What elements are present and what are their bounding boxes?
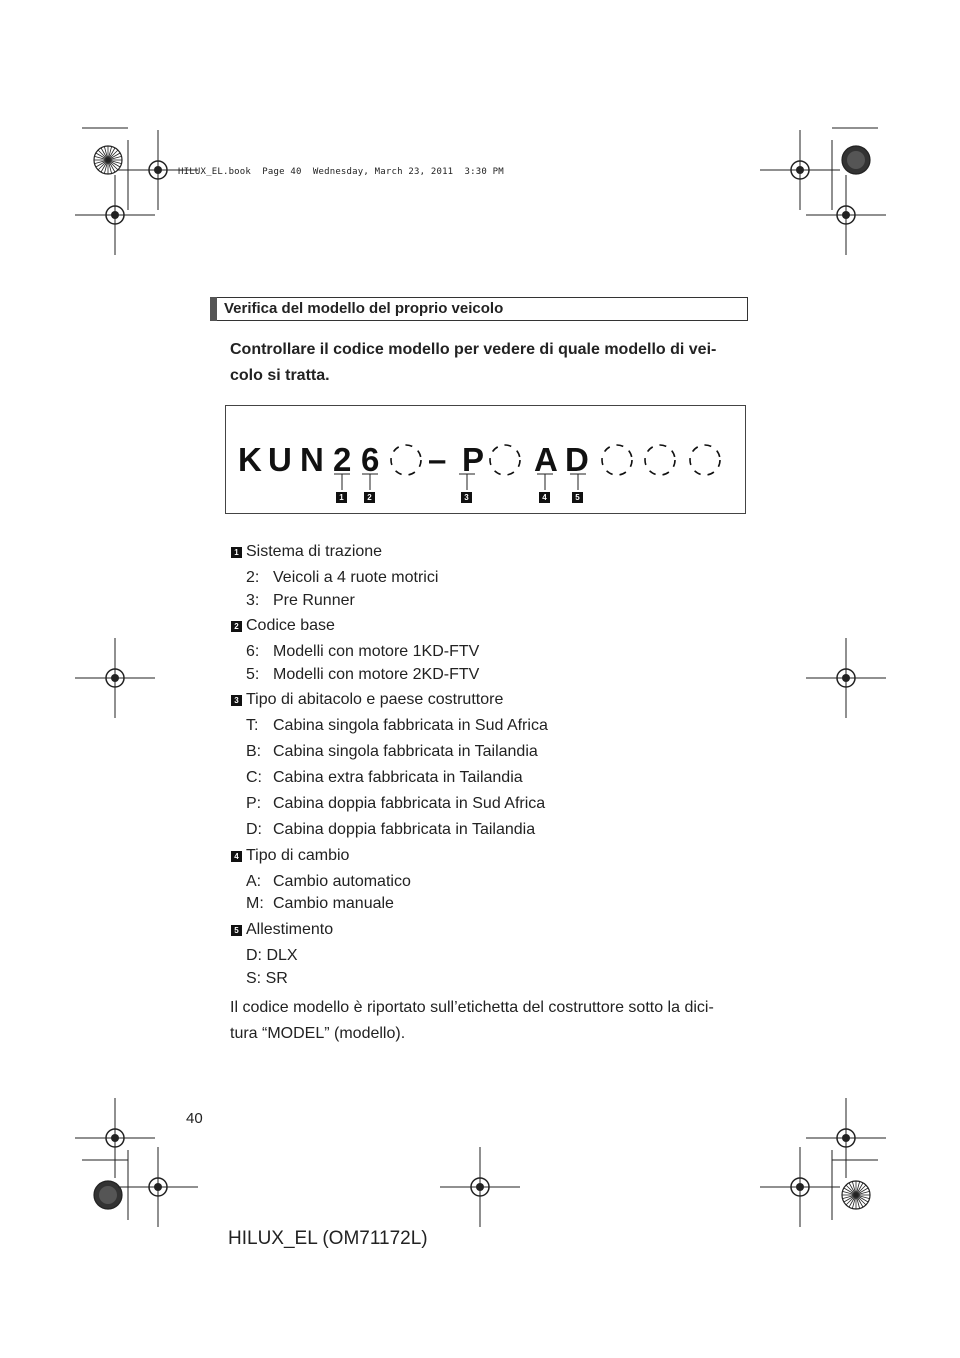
manual-code: HILUX_EL (OM71172L) — [228, 1228, 428, 1249]
footer-paragraph — [230, 995, 750, 1047]
legend-entry — [246, 742, 538, 762]
legend-entry-description: Cabina doppia fabbricata in Tailandia — [273, 821, 536, 838]
legend-item-title: Tipo di abitacolo e paese costruttore — [246, 691, 504, 708]
footer-line-1: Il codice modello è riportato sull’etichetta del costruttore sotto la dici- — [230, 999, 714, 1016]
legend-entry-description: Pre Runner — [273, 592, 355, 609]
diagram-marker-2: 2 — [364, 492, 375, 503]
legend-entry-code: D: — [246, 821, 262, 838]
legend-item-title: Allestimento — [246, 921, 334, 938]
legend-marker-4: 4 — [231, 851, 242, 862]
legend-entry-code: C: — [246, 769, 262, 786]
footer-line-2: tura “MODEL” (modello). — [230, 1025, 406, 1042]
intro-line-2: colo si tratta. — [230, 367, 330, 384]
diagram-marker-1: 1 — [336, 492, 347, 503]
legend-entry-description: Cabina singola fabbricata in Tailandia — [273, 743, 538, 760]
legend-entry — [246, 946, 298, 966]
model-code-char-2: U — [268, 441, 292, 478]
legend-entry-code: P: — [246, 795, 262, 812]
legend-entry-code: 6: — [246, 643, 260, 660]
model-code-char-7: P — [462, 441, 485, 478]
placeholder-circle-5 — [690, 445, 720, 475]
legend-entry — [246, 969, 288, 989]
legend-entry-code: 2: — [246, 569, 260, 586]
model-code-char-8: A — [534, 441, 558, 478]
legend-entry-code: A: — [246, 873, 262, 890]
section-title: Verifica del modello del proprio veicolo — [224, 300, 504, 317]
legend-entry-description: Cabina singola fabbricata in Sud Africa — [273, 717, 548, 734]
legend-entry-description: Veicoli a 4 ruote motrici — [273, 569, 439, 586]
diagram-marker-3: 3 — [461, 492, 472, 503]
model-code-char-4: 2 — [333, 441, 352, 478]
legend-entry — [246, 716, 548, 736]
placeholder-circle-2 — [490, 445, 520, 475]
legend-entry — [246, 820, 535, 840]
intro-line-1: Controllare il codice modello per vedere di quale modello di vei- — [230, 341, 717, 358]
legend-entry — [246, 568, 438, 588]
legend-entry-description: Modelli con motore 1KD-FTV — [273, 643, 480, 660]
placeholder-circle-3 — [602, 445, 632, 475]
legend-entry — [246, 794, 545, 814]
legend-entry — [246, 872, 411, 892]
legend-entry — [246, 665, 479, 685]
model-code-char-9: D — [565, 441, 589, 478]
legend-entry-description: Modelli con motore 2KD-FTV — [273, 666, 480, 683]
legend-entry — [246, 642, 479, 662]
legend-entry — [246, 591, 355, 611]
page-number: 40 — [186, 1110, 203, 1127]
diagram-marker-4: 4 — [539, 492, 550, 503]
legend-entry — [246, 768, 523, 788]
legend-item-title: Codice base — [246, 617, 335, 634]
legend-item-title: Sistema di trazione — [246, 543, 383, 560]
legend-entry-description: D: DLX — [246, 947, 298, 964]
legend-item-title: Tipo di cambio — [246, 847, 350, 864]
legend-entry-code: M: — [246, 895, 264, 912]
legend-marker-1: 1 — [231, 547, 242, 558]
model-code-char-6: – — [428, 441, 447, 478]
model-code-char-1: K — [238, 441, 262, 478]
legend-entry-description: Cambio automatico — [273, 873, 411, 890]
placeholder-circle-1 — [391, 445, 421, 475]
legend-marker-5: 5 — [231, 925, 242, 936]
legend-entry-description: Cambio manuale — [273, 895, 394, 912]
model-code-char-5: 6 — [361, 441, 380, 478]
legend-entry-description: Cabina doppia fabbricata in Sud Africa — [273, 795, 546, 812]
placeholder-circle-4 — [645, 445, 675, 475]
model-code-char-3: N — [300, 441, 324, 478]
legend-marker-3: 3 — [231, 695, 242, 706]
legend-marker-2: 2 — [231, 621, 242, 632]
legend-entry-description: S: SR — [246, 970, 288, 987]
legend-entry-code: 5: — [246, 666, 260, 683]
legend-entry-code: 3: — [246, 592, 260, 609]
legend-entry-code: T: — [246, 717, 259, 734]
legend-entry-description: Cabina extra fabbricata in Tailandia — [273, 769, 523, 786]
book-file-header: HILUX_EL.book Page 40 Wednesday, March 23, 2011 3:30 PM — [178, 167, 504, 177]
legend-entry — [246, 894, 394, 914]
diagram-marker-5: 5 — [572, 492, 583, 503]
legend-entry-code: B: — [246, 743, 262, 760]
